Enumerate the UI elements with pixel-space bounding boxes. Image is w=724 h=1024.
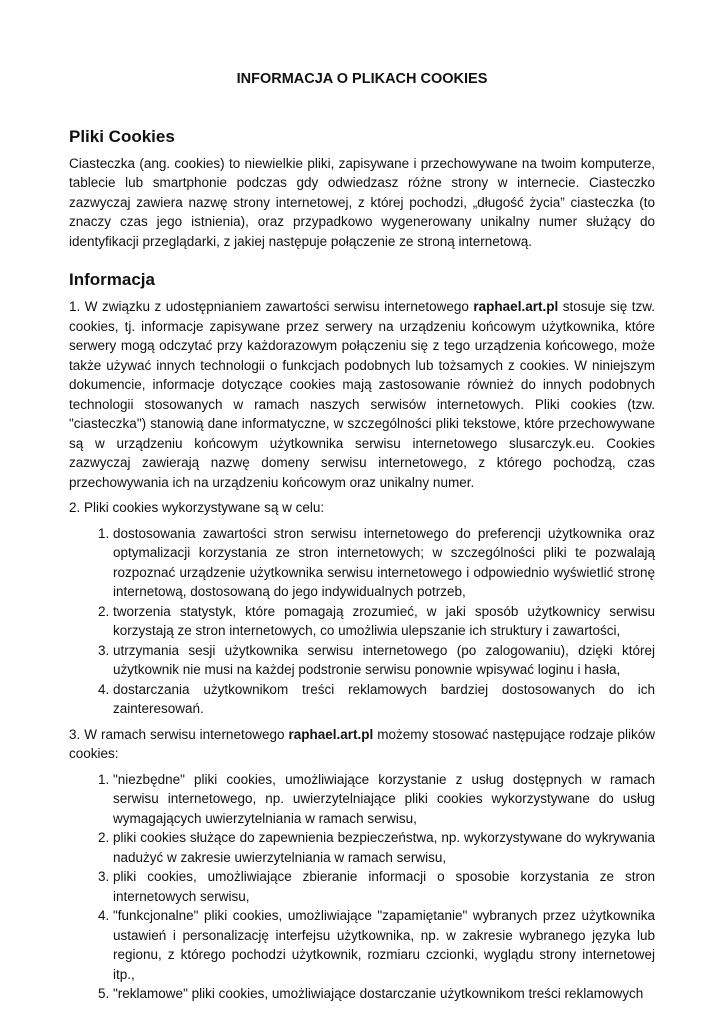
- paragraph-2: 2. Pliki cookies wykorzystywane są w celu:: [69, 500, 325, 515]
- paragraph-1-lead: 1. W związku z udostępnianiem zawartości serwisu internetowego: [69, 299, 474, 314]
- paragraph-3-rest: możemy stosować następujące rodzaje plików cookies:: [69, 726, 655, 761]
- section-heading-informacja: Informacja: [69, 270, 155, 289]
- list-item: 3. pliki cookies, umożliwiające zbieranie informacji o sposobie korzystania ze stron internetowych serwisu,: [113, 867, 655, 906]
- paragraph-1: [69, 297, 655, 492]
- list-item: 2. tworzenia statystyk, które pomagają zrozumieć, w jaki sposób użytkownicy serwisu korzystają ze stron internetowych, co umożliwia ulepszanie ich struktury i zawartości,: [113, 602, 655, 641]
- document-title: INFORMACJA O PLIKACH COOKIES: [236, 71, 488, 87]
- list-item: 2. pliki cookies służące do zapewnienia bezpieczeństwa, np. wykorzystywane do wykrywania nadużyć w zakresie uwierzytelniania w ramach serwisu,: [113, 828, 655, 867]
- cookie-types-list: [69, 770, 655, 1004]
- list-item: 4. "funkcjonalne" pliki cookies, umożliwiające "zapamiętanie" wybranych przez użytkownika ustawień i personalizację interfejsu użytkownika, np. w zakresie wybranego języka lub regionu, z którego pochodzi użytkownik, rozmiaru czcionki, wyglądu strony internetowej itp.,: [113, 906, 655, 984]
- paragraph-3-lead: 3. W ramach serwisu internetowego: [69, 726, 289, 742]
- paragraph-1-rest: stosuje się tzw. cookies, tj. informacje zapisywane przez serwery na urządzeniu końcowym użytkownika, które serwery mogą odczytać przy każdorazowym połączeniu się z tego urządzenia końcowego, może także używać innych technologii o funkcjach podobnych lub tożsamych z cookies. W niniejszym dokumencie, informacje dotyczące cookies mają zastosowanie również do innych podobnych technologii stosowanych w ramach naszych serwisów internetowych. Pliki cookies (tzw. "ciasteczka") stanowią dane informatyczne, w szczególności pliki tekstowe, które przechowywane są w urządzeniu końcowym użytkownika serwisu internetowego slusarczyk.eu. Cookies zazwyczaj zawierają nazwę domeny serwisu internetowego, z którego pochodzą, czas przechowywania ich na urządzeniu końcowym oraz unikalny numer.: [69, 299, 655, 490]
- cookies-definition-paragraph: Ciasteczka (ang. cookies) to niewielkie pliki, zapisywane i przechowywane na twoim komputerze, tablecie lub smartphonie podczas gdy odwiedzasz różne strony w internecie. Ciasteczko zazwyczaj zawiera nazwę strony internetowej, z której pochodzi, „długość życia” ciasteczka (to znaczy czas jego istnienia), oraz przypadkowo wygenerowany unikalny numer służący do identyfikacji przeglądarki, z jakiej następuje połączenie ze stroną internetową.: [69, 155, 655, 249]
- section-heading-cookies: Pliki Cookies: [69, 126, 175, 146]
- list-item: 1. "niezbędne" pliki cookies, umożliwiające korzystanie z usług dostępnych w ramach serwisu internetowego, np. uwierzytelniające pliki cookies wykorzystywane do usług wymagających uwierzytelniania w ramach serwisu,: [113, 770, 655, 829]
- site-name-bold: raphael.art.pl: [288, 726, 374, 742]
- list-item: 4. dostarczania użytkownikom treści reklamowych bardziej dostosowanych do ich zainteresowań.: [113, 680, 655, 719]
- site-name-bold: raphael.art.pl: [473, 299, 559, 314]
- purpose-list: [69, 524, 655, 719]
- list-item: 1. dostosowania zawartości stron serwisu internetowego do preferencji użytkownika oraz optymalizacji korzystania ze stron internetowych; w szczególności pliki te pozwalają rozpoznać urządzenie użytkownika serwisu internetowego i odpowiednio wyświetlić stronę internetową, dostosowaną do jego indywidualnych potrzeb,: [113, 524, 655, 602]
- list-item: 3. utrzymania sesji użytkownika serwisu internetowego (po zalogowaniu), dzięki której użytkownik nie musi na każdej podstronie serwisu ponownie wpisywać loginu i hasła,: [113, 641, 655, 680]
- list-item: 5. "reklamowe" pliki cookies, umożliwiające dostarczanie użytkownikom treści reklamowych: [113, 984, 655, 1004]
- paragraph-3: [69, 725, 655, 764]
